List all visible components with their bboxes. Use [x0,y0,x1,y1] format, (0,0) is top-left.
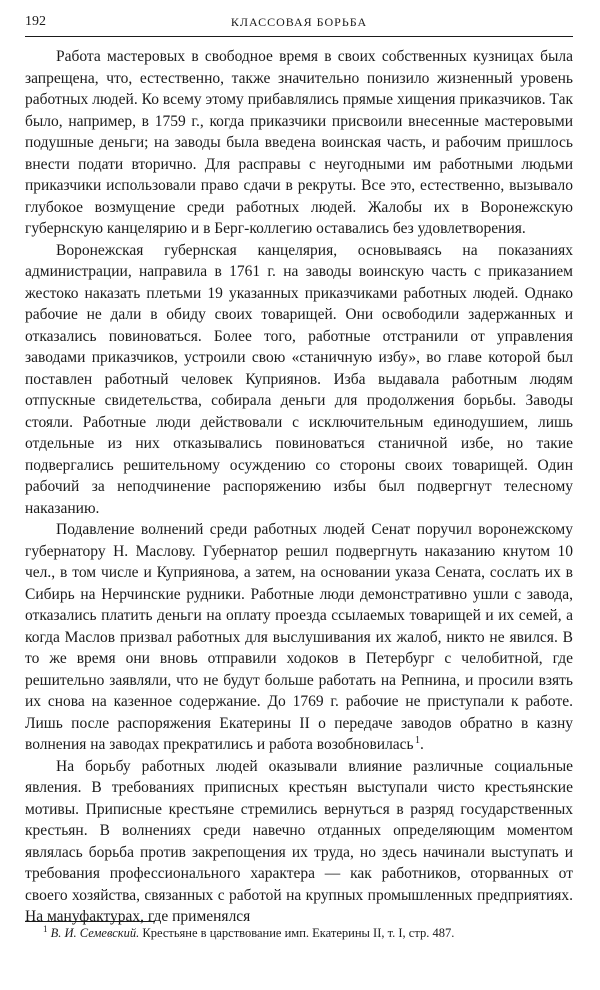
footnote [25,925,573,942]
running-head [25,14,573,34]
footnote-author: В. И. Семевский. [50,926,140,940]
footnote-number: 1 [43,923,48,934]
running-title: КЛАССОВАЯ БОРЬБА [230,15,368,29]
page-number: 192 [25,14,46,29]
paragraph-3-text: Подавление волнений среди работных людей Сенат поручил воронежскому губернатору Н. Маслову. Губернатор решил подвергнуть наказанию кнутом 10 чел., в том числе и Куприянова, а затем, на основании указа Сената, сослать их в Сибирь на Нерчинские рудники. Работные люди демонстративно ушли с завода, отказались платить деньги на оплату проезда ссылаемых товарищей и их семей, а когда Маслов призвал работных для выслушивания их жалоб, никто не явился. В то же время они вновь отправили ходоков в Петербург с челобитной, где решительно заявляли, что не будут больше работать на Репнина, и просили взять их снова на казенное содержание. До 1769 г. рабочие не приступали к работе. Лишь после распоряжения Екатерины II о передаче заводов обратно в казну волнения на заводах прекратились и работа возобновилась [25,521,573,753]
paragraph-2: Воронежская губернская канцелярия, основываясь на показаниях администрации, направила в 1761 г. на заводы воинскую часть с приказанием жестоко наказать плетьми 19 указанных приказчиками работных людей. Однако рабочие не дали в обиду своих товарищей. Они освободили задержанных и отказались повиноваться. Более того, работные отстранили от управления заводами приказчиков, устроили свою «станичную избу», во главе которой был поставлен работный человек Куприянов. Изба выдавала работным людям отпускные свидетельства, собирала деньги для продолжения борьбы. Заводы стояли. Работные люди действовали с исключительным единодушием, лишь отдельные из них отказывались повиноваться станичной избе, но такие подвергались решительному осуждению со стороны своих товарищей. Один рабочий за неподчинение распоряжению избы был подвергнут телесному наказанию. [25,241,573,517]
paragraph-4: На борьбу работных людей оказывали влияние различные социальные явления. В требованиях приписных крестьян выступали чисто крестьянские мотивы. Приписные крестьяне стремились вернуться в разряд государственных крестьян. В волнениях среди навечно отданных определяющим моментом являлась борьба против закрепощения их труда, но здесь начинали выступать и требования профессионального характера — как работников, оторванных от своего хозяйства, связанных с работой на крупных промышленных предприятиях. На мануфактурах, где применялся [25,757,573,925]
footnote-marker: 1 [414,734,420,746]
footnote-text: Крестьяне в царствование имп. Екатерины II, т. I, стр. 487. [142,926,455,940]
paragraph-1: Работа мастеровых в свободное время в своих собственных кузницах была запрещена, что, естественно, также значительно понизило жизненный уровень работных людей. Ко всему этому прибавлялись прямые хищения приказчиков. Так было, например, в 1759 г., когда приказчики присвоили внесенные мастеровыми подушные деньги; на заводы была введена воинская часть, и рабочим пришлось внести подати вторично. Для расправы с неугодными им работными людьми приказчики использовали право сдачи в рекруты. Все это, естественно, вызывало глубокое возмущение среди работных людей. Жалобы их в Воронежскую губернскую канцелярию и в Берг-коллегию оставались без удовлетворения. [25,48,573,237]
body-text [25,46,573,928]
footnote-rule [25,921,155,922]
header-rule [25,36,573,37]
paragraph-3: Подавление волнений среди работных людей Сенат поручил воронежскому губернатору Н. Маслову. Губернатор решил подвергнуть наказанию кнутом 10 чел., в том числе и Куприянова, а затем, на основании указа Сената, сослать их в Сибирь на Нерчинские рудники. Работные люди демонстративно ушли с завода, отказались платить деньги на оплату проезда ссылаемых товарищей и их семей, а когда Маслов призвал работных для выслушивания их жалоб, никто не явился. В то же время они вновь отправили ходоков в Петербург с челобитной, где решительно заявляли, что не будут больше работать на Репнина, и просили взять их снова на казенное содержание. До 1769 г. рабочие не приступали к работе. Лишь после распоряжения Екатерины II о передаче заводов обратно в казну волнения на заводах прекратились и работа возобновилась $^1$. [25,521,573,753]
